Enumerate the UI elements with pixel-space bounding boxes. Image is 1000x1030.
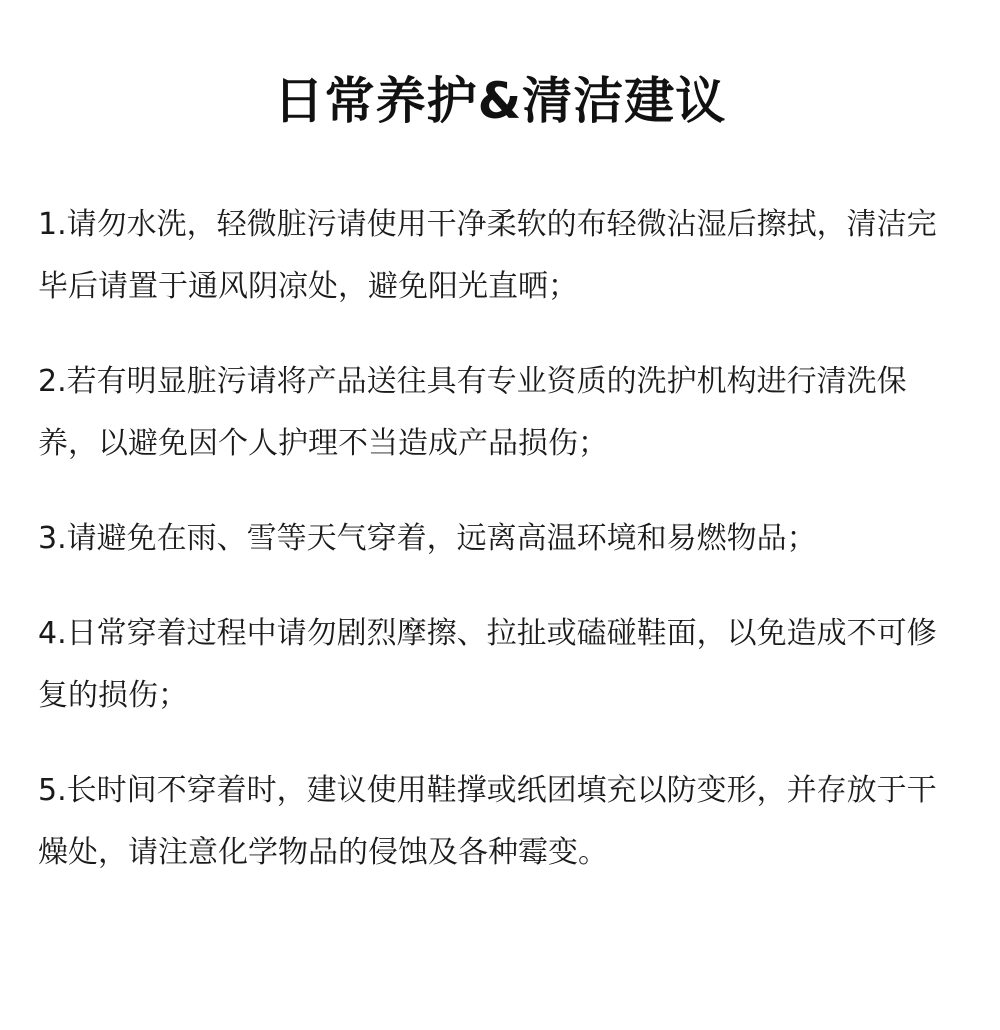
instruction-item-2: 2.若有明显脏污请将产品送往具有专业资质的洗护机构进行清洗保养，以避免因个人护理不当造成产品损伤； bbox=[38, 364, 907, 461]
instruction-item-3: 3.请避免在雨、雪等天气穿着，远离高温环境和易燃物品； bbox=[38, 521, 817, 556]
instruction-item-4: 4.日常穿着过程中请勿剧烈摩擦、拉扯或磕碰鞋面，以免造成不可修复的损伤； bbox=[38, 616, 937, 713]
page-title: 日常养护&清洁建议 bbox=[273, 72, 727, 130]
instruction-item-1: 1.请勿水洗，轻微脏污请使用干净柔软的布轻微沾湿后擦拭，清洁完毕后请置于通风阴凉处，避免阳光直晒； bbox=[38, 207, 937, 304]
instruction-list bbox=[38, 194, 962, 884]
instruction-item-5: 5.长时间不穿着时，建议使用鞋撑或纸团填充以防变形，并存放于干燥处，请注意化学物品的侵蚀及各种霉变。 bbox=[38, 773, 937, 870]
